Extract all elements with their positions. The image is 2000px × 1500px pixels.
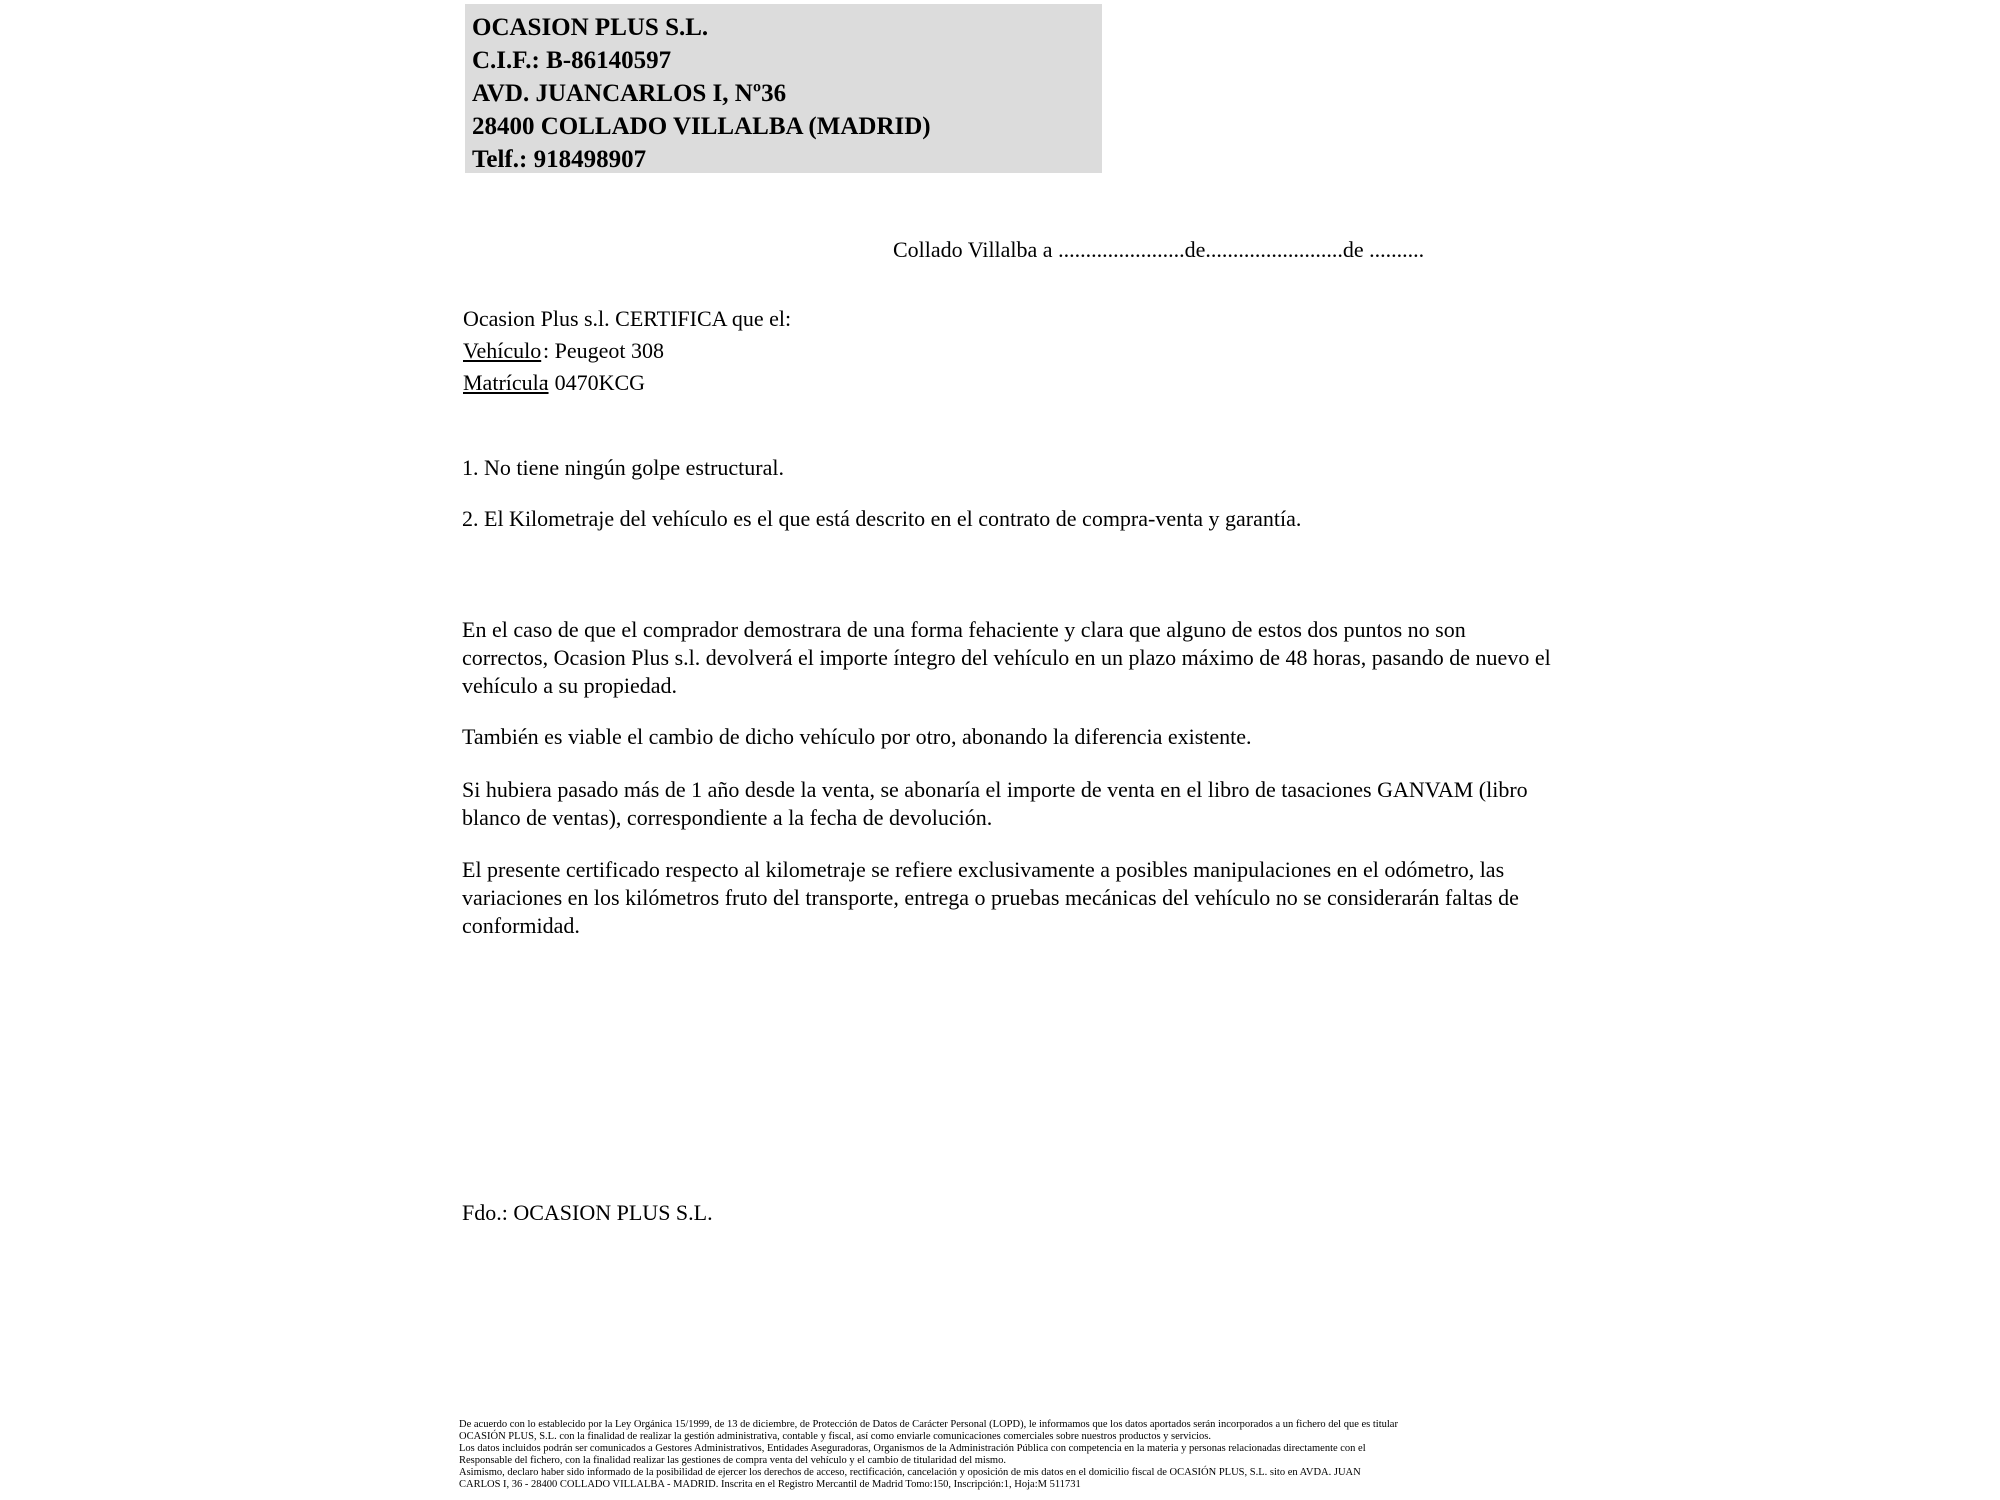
company-address: AVD. JUANCARLOS I, Nº36 xyxy=(472,80,787,107)
plate-field-row xyxy=(463,367,791,399)
plate-field-value: : 0470KCG xyxy=(543,370,646,395)
legal-footer-line: Responsable del fichero, con la finalidad realizar las gestiones de compra venta del vehículo y el cambio de titularidad del mismo. xyxy=(459,1455,1006,1466)
company-cif: C.I.F.: B-86140597 xyxy=(472,47,672,74)
company-name: OCASION PLUS S.L. xyxy=(472,14,709,41)
vehicle-field-label: Vehículo xyxy=(463,338,542,363)
legal-footer-line: OCASIÓN PLUS, S.L. con la finalidad de realizar la gestión administrativa, contable y fiscal, así como enviarle comunicaciones comerciales sobre nuestros productos y servicios. xyxy=(459,1431,1211,1442)
legal-footer-line: Asimismo, declaro haber sido informado de la posibilidad de ejercer los derechos de acceso, rectificación, cancelación y oposición de mis datos en el domicilio fiscal de OCASIÓN PLUS, S.L. sito en AVDA. JUAN xyxy=(459,1467,1361,1478)
legal-footer-line: CARLOS I, 36 - 28400 COLLADO VILLALBA - MADRID. Inscrita en el Registro Mercantil de Madrid Tomo:150, Inscripción:1, Hoja:M 511731 xyxy=(459,1479,1081,1490)
legal-footer xyxy=(459,1419,1569,1491)
certificate-block xyxy=(463,303,791,399)
odometer-disclaimer-paragraph: El presente certificado respecto al kilometraje se refiere exclusivamente a posibles manipulaciones en el odómetro, las variaciones en los kilómetros fruto del transporte, entrega o pruebas mecánicas del vehículo no se considerarán faltas de conformidad. xyxy=(462,857,1519,938)
plate-field-label: Matrícula xyxy=(463,370,549,395)
company-phone: Telf.: 918498907 xyxy=(472,146,647,173)
company-postal-city: 28400 COLLADO VILLALBA (MADRID) xyxy=(472,113,931,140)
certified-point-2: 2. El Kilometraje del vehículo es el que está descrito en el contrato de compra-venta y garantía. xyxy=(462,506,1302,531)
refund-paragraph: En el caso de que el comprador demostrara de una forma fehaciente y clara que alguno de estos dos puntos no son correctos, Ocasion Plus s.l. devolverá el importe íntegro del vehículo en un plazo máximo de 48 horas, pasando de nuevo el vehículo a su propiedad. xyxy=(462,617,1551,698)
signature-line: Fdo.: OCASION PLUS S.L. xyxy=(462,1200,713,1225)
legal-footer-line: Los datos incluidos podrán ser comunicados a Gestores Administrativos, Entidades Aseguradoras, Organismos de la Administración Pública con competencia en la materia y personas relacionadas directamente con el xyxy=(459,1443,1366,1454)
vehicle-field-row xyxy=(463,335,791,367)
company-header-box xyxy=(465,4,1102,173)
vehicle-field-value: : Peugeot 308 xyxy=(543,338,664,363)
certificate-intro: Ocasion Plus s.l. CERTIFICA que el: xyxy=(463,306,792,331)
certified-point-1: 1. No tiene ningún golpe estructural. xyxy=(462,455,784,480)
place-date-line: Collado Villalba a .......................de.........................de .......... xyxy=(893,237,1425,262)
ganvam-paragraph: Si hubiera pasado más de 1 año desde la venta, se abonaría el importe de venta en el libro de tasaciones GANVAM (libro blanco de ventas), correspondiente a la fecha de devolución. xyxy=(462,777,1528,830)
exchange-paragraph: También es viable el cambio de dicho vehículo por otro, abonando la diferencia existente. xyxy=(462,724,1252,749)
legal-footer-line: De acuerdo con lo establecido por la Ley Orgánica 15/1999, de 13 de diciembre, de Protección de Datos de Carácter Personal (LOPD), le informamos que los datos aportados serán incorporados a un fichero del que es titular xyxy=(459,1419,1398,1430)
